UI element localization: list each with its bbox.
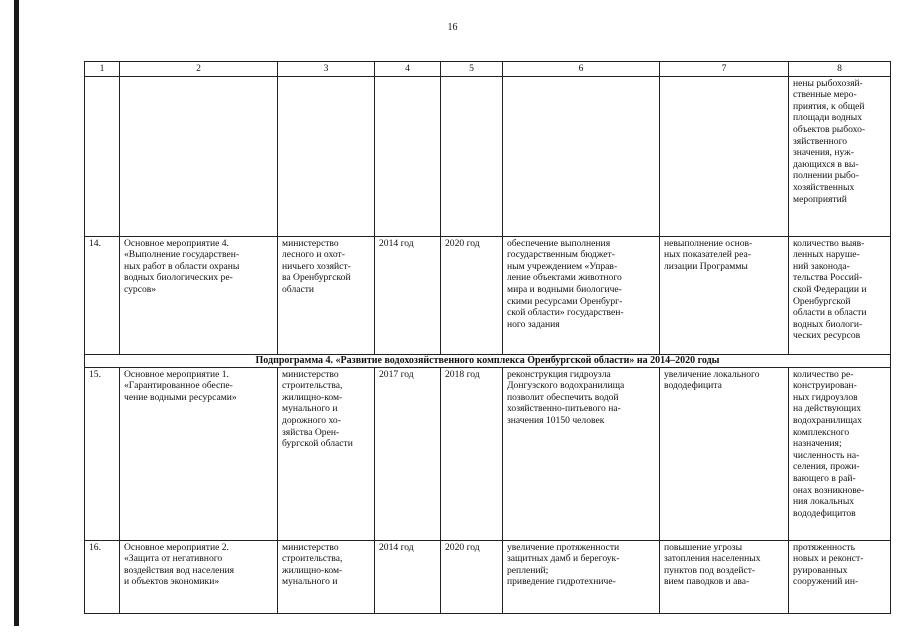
header-cell: 5 <box>441 62 503 77</box>
cell-start-year: 2017 год <box>375 367 441 540</box>
cell-start-year: 2014 год <box>375 236 441 354</box>
table-row-14 <box>85 236 891 354</box>
cell-empty <box>278 76 375 236</box>
header-cell: 2 <box>120 62 278 77</box>
header-cell: 1 <box>85 62 120 77</box>
cell-event: Основное мероприятие 1. «Гарантированное обеспе- чение водными ресурсами» <box>120 367 278 540</box>
cell-empty <box>120 76 278 236</box>
cell-executor: министерство строительства, жилищно-ком- мунального и <box>278 540 375 613</box>
cell-number: 15. <box>85 367 120 540</box>
header-cell: 6 <box>503 62 660 77</box>
cell-number: 14. <box>85 236 120 354</box>
table-row-continued <box>85 76 891 236</box>
cell-number: 16. <box>85 540 120 613</box>
cell-empty <box>441 76 503 236</box>
cell-event: Основное мероприятие 4. «Выполнение государствен- ных работ в области охраны водных биологических ре- сурсов» <box>120 236 278 354</box>
cell-start-year: 2014 год <box>375 540 441 613</box>
page-number: 16 <box>447 22 458 33</box>
header-cell: 7 <box>660 62 789 77</box>
cell-indicator: нены рыбохозяй- ственные меро- приятия, к общей площади водных объектов рыбохо- зяйственного значения, нуж- дающихся в вы- полнении рыбо- хозяйственных мероприятий <box>789 76 891 236</box>
cell-empty <box>503 76 660 236</box>
cell-indicator: количество ре- конструирован- ных гидроузлов на действующих водохранилищах комплексного назначения; численность на- селения, прожи- вающего в рай- онах возникнове- ния локальных вододефицитов <box>789 367 891 540</box>
cell-risk: повышение угрозы затопления населенных пунктов под воздейст- вием паводков и ава- <box>660 540 789 613</box>
cell-indicator: протяженность новых и реконст- руированных сооружений ин- <box>789 540 891 613</box>
table-row-15 <box>85 367 891 540</box>
cell-event: Основное мероприятие 2. «Защита от негативного воздействия вод населения и объектов экономики» <box>120 540 278 613</box>
table-header-row <box>85 62 891 77</box>
cell-result: увеличение протяженности защитных дамб и берегоук- реплений; приведение гидротехниче- <box>503 540 660 613</box>
cell-empty <box>85 76 120 236</box>
cell-indicator: количество выяв- ленных наруше- ний законода- тельства Россий- ской Федерации и Оренбургской области в области водных биологи- ческих ресурсов <box>789 236 891 354</box>
header-cell: 8 <box>789 62 891 77</box>
program-table <box>84 61 891 614</box>
cell-end-year: 2018 год <box>441 367 503 540</box>
cell-executor: министерство строительства, жилищно-ком- мунального и дорожного хо- зяйства Орен- бургской области <box>278 367 375 540</box>
cell-end-year: 2020 год <box>441 540 503 613</box>
cell-end-year: 2020 год <box>441 236 503 354</box>
header-cell: 3 <box>278 62 375 77</box>
cell-risk: невыполнение основ- ных показателей реа- лизации Программы <box>660 236 789 354</box>
cell-executor: министерство лесного и охот- ничьего хозяйст- ва Оренбургской области <box>278 236 375 354</box>
subprogram-row <box>85 354 891 367</box>
table-row-16 <box>85 540 891 613</box>
binding-edge <box>14 0 19 626</box>
cell-empty <box>660 76 789 236</box>
header-cell: 4 <box>375 62 441 77</box>
cell-risk: увеличение локального вододефицита <box>660 367 789 540</box>
cell-result: обеспечение выполнения государственным бюджет- ным учреждением «Управ- ление объектами животного мира и водными биологиче- скими ресурсами Оренбург- ской области» государствен- ного задания <box>503 236 660 354</box>
cell-empty <box>375 76 441 236</box>
cell-result: реконструкция гидроузла Донгузского водохранилища позволит обеспечить водой хозяйственно-питьевого на- значения 10150 человек <box>503 367 660 540</box>
subprogram-title: Подпрограмма 4. «Развитие водохозяйственного комплекса Оренбургской области» на 2014–2020 годы <box>85 354 891 367</box>
